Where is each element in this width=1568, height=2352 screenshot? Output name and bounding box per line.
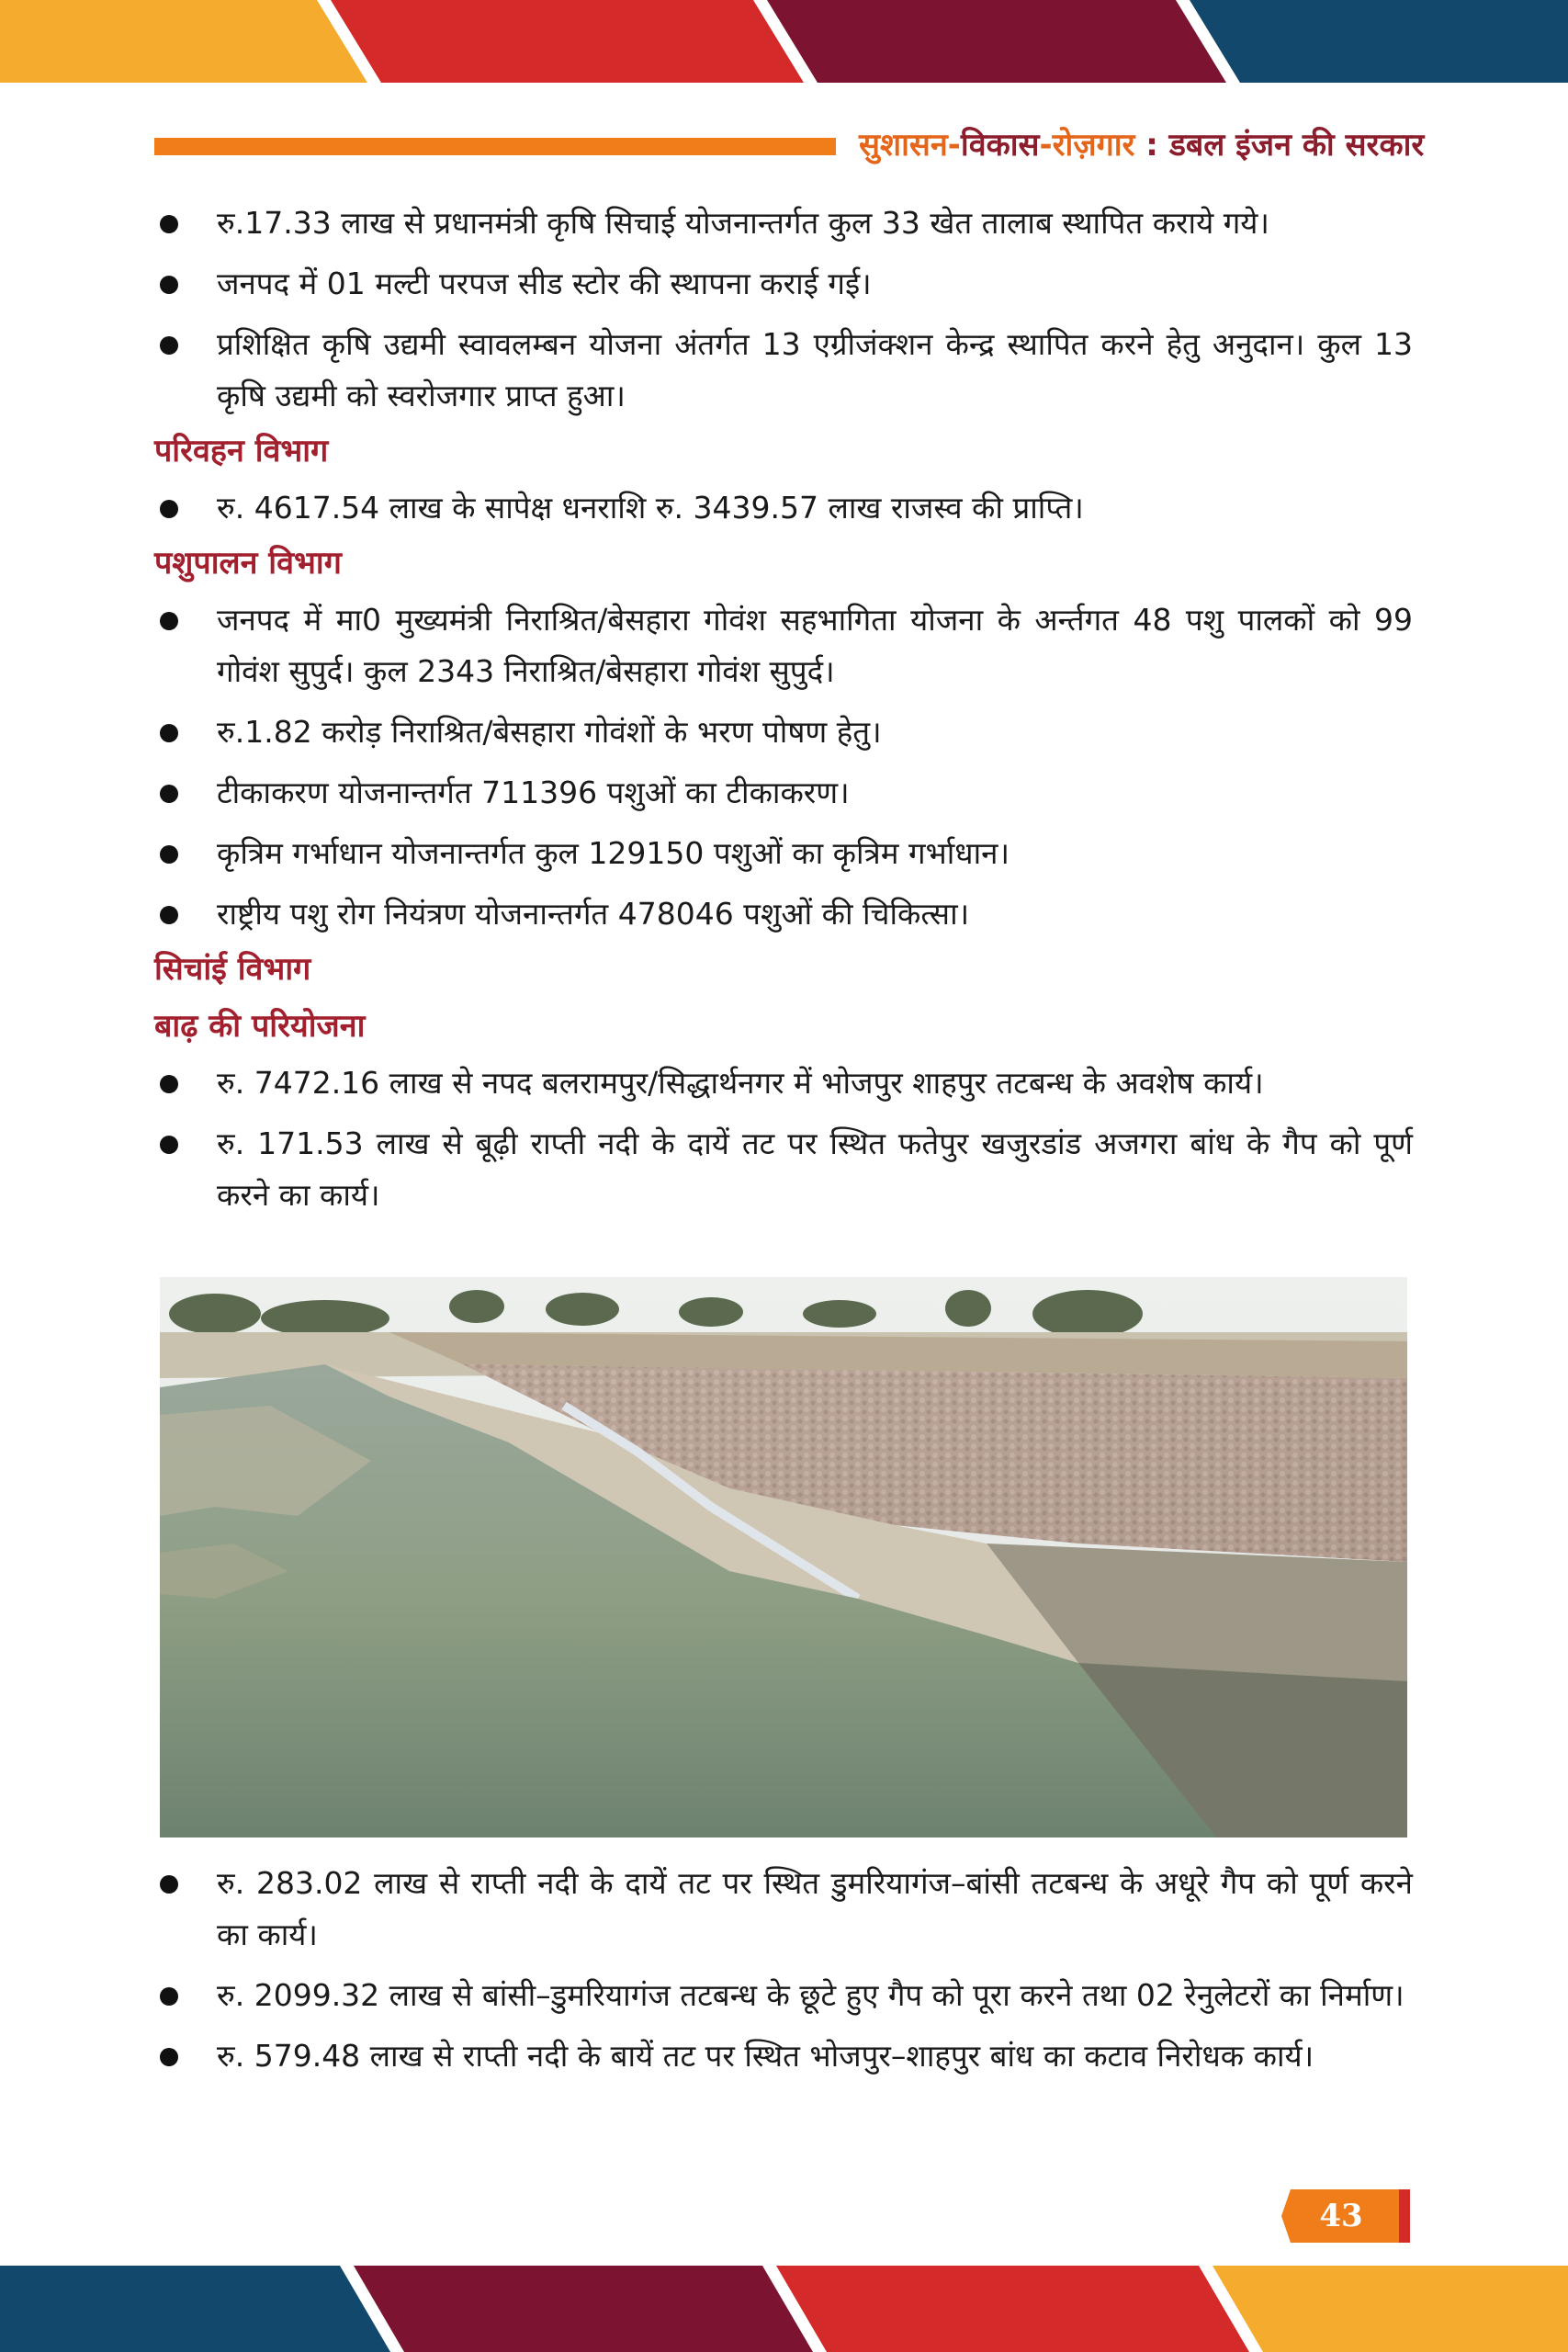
list-item (154, 828, 1413, 879)
page-content-after-photo (154, 1858, 1413, 2082)
list-item-text: रु. 171.53 लाख से बूढ़ी राप्ती नदी के दायें तट पर स्थित फतेपुर खजुरडांड अजगरा बांध के गैप को पूर्ण करने का कार्य। (217, 1125, 1413, 1213)
list-item (154, 707, 1413, 758)
list-item (154, 1057, 1413, 1109)
section-heading-animal-husbandry: पशुपालन विभाग (154, 545, 342, 582)
list-item-text: प्रशिक्षित कृषि उद्यमी स्वावलम्बन योजना अंतर्गत 13 एग्रीजंक्शन केन्द्र स्थापित करने हेतु अनुदान। कुल 13 कृषि उद्यमी को स्वरोजगार प्राप्त हुआ। (217, 326, 1413, 413)
subheading-flood-project: बाढ़ की परियोजना (154, 1008, 366, 1045)
header-title-part4: : डबल इंजन की सरकार (1134, 127, 1425, 164)
list-item (154, 2030, 1413, 2082)
top-decorative-band (0, 0, 1568, 83)
embankment-photo (160, 1277, 1407, 1838)
bottom-decorative-band (0, 2266, 1568, 2352)
bullet-icon (160, 336, 178, 355)
section-heading-transport: परिवहन विभाग (154, 433, 329, 469)
bullet-icon (160, 215, 178, 233)
bullet-icon (160, 1075, 178, 1093)
bullet-icon (160, 2048, 178, 2066)
bullet-icon (160, 276, 178, 294)
list-item (154, 319, 1413, 422)
list-item-text: जनपद में मा0 मुख्यमंत्री निराश्रित/बेसहारा गोवंश सहभागिता योजना के अर्न्तगत 48 पशु पालकों को 99 गोवंश सुपुर्द। कुल 2343 निराश्रित/बेसहारा गोवंश सुपुर्द। (217, 602, 1413, 689)
section-heading-irrigation: सिचांई विभाग (154, 951, 311, 988)
bullet-icon (160, 845, 178, 864)
list-item-text: कृत्रिम गर्भाधान योजनान्तर्गत कुल 129150 पशुओं का कृत्रिम गर्भाधान। (217, 835, 1010, 871)
list-item-text: रु. 7472.16 लाख से नपद बलरामपुर/सिद्धार्थनगर में भोजपुर शाहपुर तटबन्ध के अवशेष कार्य। (217, 1065, 1264, 1101)
list-item-text: रु. 4617.54 लाख के सापेक्ष धनराशि रु. 3439.57 लाख राजस्व की प्राप्ति। (217, 490, 1084, 526)
list-item-text: राष्ट्रीय पशु रोग नियंत्रण योजनान्तर्गत 478046 पशुओं की चिकित्सा। (217, 896, 970, 932)
bullet-icon (160, 724, 178, 742)
list-item (154, 594, 1413, 697)
page-content (154, 198, 1413, 1221)
header-title-part2: विकास (960, 127, 1040, 164)
list-item-text: जनपद में 01 मल्टी परपज सीड स्टोर की स्थापना कराई गई। (217, 266, 872, 301)
list-item (154, 482, 1413, 534)
bullet-icon (160, 500, 178, 518)
bullet-icon (160, 906, 178, 924)
list-item-text: रु. 283.02 लाख से राप्ती नदी के दायें तट पर स्थित डुमरियागंज–बांसी तटबन्ध के अधूरे गैप को पूर्ण करने का कार्य। (217, 1865, 1413, 1952)
list-item-text: रु.17.33 लाख से प्रधानमंत्री कृषि सिचाई योजनान्तर्गत कुल 33 खेत तालाब स्थापित कराये गये। (217, 205, 1269, 241)
list-item-text: टीकाकरण योजनान्तर्गत 711396 पशुओं का टीकाकरण। (217, 775, 850, 810)
bullet-icon (160, 1875, 178, 1894)
header-orange-rule (154, 138, 836, 155)
list-item-text: रु. 579.48 लाख से राप्ती नदी के बायें तट पर स्थित भोजपुर–शाहपुर बांध का कटाव निरोधक कार्य। (217, 2038, 1314, 2074)
page-number: 43 (1319, 2198, 1363, 2234)
list-item (154, 767, 1413, 819)
header-title-part1: सुशासन- (859, 127, 961, 164)
list-item (154, 1970, 1413, 2021)
list-item-text: रु. 2099.32 लाख से बांसी–डुमरियागंज तटबन्ध के छूटे हुए गैप को पूरा करने तथा 02 रेनुलेटरों का निर्माण। (217, 1977, 1404, 2013)
list-item-text: रु.1.82 करोड़ निराश्रित/बेसहारा गोवंशों के भरण पोषण हेतु। (217, 714, 882, 750)
list-item (154, 1118, 1413, 1221)
header-title (859, 122, 1425, 164)
header-title-part3: -रोज़गार (1039, 127, 1135, 164)
bullet-icon (160, 1136, 178, 1154)
list-item (154, 1858, 1413, 1961)
list-item (154, 258, 1413, 310)
list-item (154, 198, 1413, 249)
bullet-icon (160, 785, 178, 803)
bullet-icon (160, 1987, 178, 2006)
list-item (154, 888, 1413, 940)
bullet-icon (160, 612, 178, 630)
